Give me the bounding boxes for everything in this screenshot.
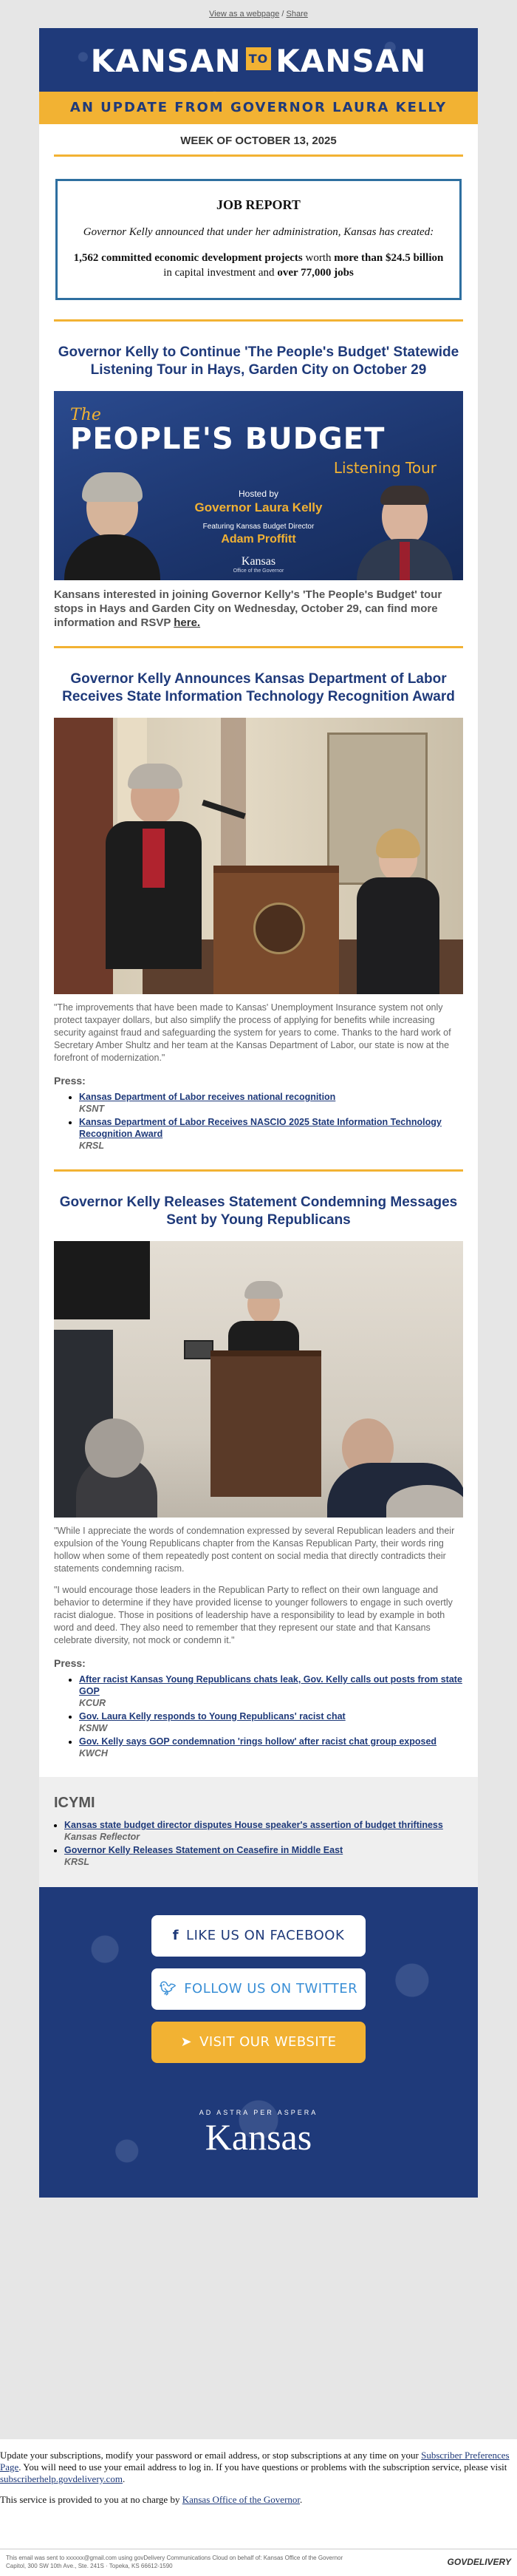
newsletter-title: KANSAN TO KANSAN (90, 43, 427, 79)
icymi-item (64, 1819, 463, 1843)
governor-quote: "The improvements that have been made to Kansas' Unemployment Insurance system not only protect taxpayer dollars, but also simplify the process of applying for benefits while increasing security against fraud and safeguarding the system for years to come. Thanks to the hard work of Secretary Amber Shultz and her team at the Kansas Department of Labor, our state is now at the forefront of modernization." (54, 1002, 451, 1063)
governor-quote-2: "I would encourage those leaders in the Republican Party to reflect on their own language and behavior to determine if they have provided license to younger followers to engage in such overtly racist dialogue. Those in positions of leadership have a responsibility to lead by example in both word and deed. They also need to remember that they represent our state and that Kansans celebrate diversity, not mock or condemn it." (54, 1585, 453, 1645)
story-summary: Kansans interested in joining Governor Kelly's 'The People's Budget' tour stops in Hays and Garden City on Wednesday, October 29, can find more information and RSVP here. (54, 588, 442, 629)
peoples-budget-banner[interactable]: The PEOPLE'S BUDGET Listening Tour Hosted by Governor Laura Kelly Featuring Kansas Budget Director Adam Proffitt Kansas Office of the Governor (54, 391, 463, 580)
email-card (39, 28, 478, 2198)
press-item (79, 1710, 463, 1734)
press-link[interactable]: Kansas Department of Labor receives national recognition (79, 1092, 336, 1102)
icymi-link[interactable]: Governor Kelly Releases Statement on Ceasefire in Middle East (64, 1845, 343, 1855)
social-footer (39, 1887, 478, 2198)
press-list (54, 1673, 463, 1759)
link-separator: / (281, 10, 284, 18)
job-report-box (55, 179, 462, 300)
press-list (54, 1091, 463, 1152)
story-dept-labor (39, 648, 478, 1169)
subscription-footer (0, 2439, 517, 2515)
top-links (0, 0, 517, 28)
icymi-list (54, 1819, 463, 1868)
view-as-webpage-link[interactable]: View as a webpage (209, 10, 280, 18)
kansas-wordmark: Kansas (205, 2116, 312, 2158)
press-item (79, 1116, 463, 1152)
rsvp-link[interactable]: here. (174, 616, 201, 629)
director-portrait (357, 489, 453, 580)
kansas-logo (39, 2109, 478, 2158)
share-link[interactable]: Share (286, 10, 308, 18)
address-bar (0, 2549, 517, 2576)
subscription-notice: Update your subscriptions, modify your password or email address, or stop subscriptions at any time on your Subscriber Preferences Page. You will need to use your email address to log in. If you have questions or problems with the subscription service, please visit subscriberhelp.govdelivery.com. (0, 2450, 510, 2484)
subscriber-help-link[interactable]: subscriberhelp.govdelivery.com (0, 2473, 123, 2484)
facebook-button[interactable]: f LIKE US ON FACEBOOK (151, 1915, 366, 1957)
icymi-link[interactable]: Kansas state budget director disputes House speaker's assertion of budget thriftiness (64, 1820, 443, 1830)
newsletter-header (39, 28, 478, 124)
governor-office-link[interactable]: Kansas Office of the Governor (182, 2494, 301, 2505)
governor-portrait (64, 477, 160, 580)
press-source: KCUR (79, 1698, 106, 1708)
twitter-button[interactable]: 🐦︎ FOLLOW US ON TWITTER (151, 1968, 366, 2010)
story-peoples-budget (39, 322, 478, 646)
story-headline: Governor Kelly Releases Statement Condemning Messages Sent by Young Republicans (59, 1194, 458, 1228)
sender-address: This email was sent to xxxxxx@gmail.com using govDelivery Communications Cloud on behalf of: Kansas Office of the Governor Capitol, 300 SW 10th Ave., Ste. 241S · Topeka, KS 66612-1590 (6, 2555, 343, 2569)
press-item (79, 1736, 463, 1759)
divider (54, 154, 463, 157)
subscriber-preferences-link[interactable]: Subscriber Preferences Page (0, 2450, 510, 2473)
story-headline: Governor Kelly to Continue 'The People's Budget' Statewide Listening Tour in Hays, Garden City on October 29 (58, 344, 459, 378)
press-link[interactable]: After racist Kansas Young Republicans chats leak, Gov. Kelly calls out posts from state GOP (79, 1674, 462, 1696)
website-button[interactable]: ➤ VISIT OUR WEBSITE (151, 2022, 366, 2063)
cursor-icon: ➤ (180, 2034, 193, 2050)
twitter-icon: 🐦︎ (159, 1981, 177, 1996)
icymi-source: Kansas Reflector (64, 1832, 140, 1842)
story-young-republicans (39, 1172, 478, 1777)
press-label: Press: (54, 1075, 86, 1087)
press-source: KRSL (79, 1141, 105, 1151)
press-link[interactable]: Gov. Laura Kelly responds to Young Republicans' racist chat (79, 1711, 346, 1722)
icymi-heading: ICYMI (54, 1795, 95, 1811)
governor-quote-1: "While I appreciate the words of condemnation expressed by several Republican leaders and their expulsion of the Young Republicans chapter from the Kansas Republican Party, their words ring hollow when some of them repeatedly post content on social media that directly contradicts their statements condemning racism. (54, 1526, 455, 1574)
facebook-icon: f (172, 1928, 179, 1943)
press-link[interactable]: Kansas Department of Labor Receives NASCIO 2025 State Information Technology Recognition Award (79, 1117, 442, 1139)
week-label: WEEK OF OCTOBER 13, 2025 (180, 135, 337, 147)
press-label: Press: (54, 1657, 86, 1669)
press-source: KSNT (79, 1104, 105, 1114)
service-notice: This service is provided to you at no charge by Kansas Office of the Governor. (0, 2494, 303, 2505)
kansas-motto: AD ASTRA PER ASPERA (199, 2109, 318, 2116)
to-badge: TO (246, 47, 272, 70)
press-source: KSNW (79, 1723, 108, 1733)
icymi-source: KRSL (64, 1857, 90, 1867)
press-source: KWCH (79, 1748, 108, 1758)
newsletter-subtitle: AN UPDATE FROM GOVERNOR LAURA KELLY (39, 92, 478, 124)
press-link[interactable]: Gov. Kelly says GOP condemnation 'rings hollow' after racist chat group exposed (79, 1736, 437, 1747)
job-report-lead: Governor Kelly announced that under her administration, Kansas has created: (83, 226, 434, 238)
icymi-item (64, 1844, 463, 1868)
story-headline: Governor Kelly Announces Kansas Department of Labor Receives State Information Technology Recognition Award (62, 671, 455, 704)
job-report-details: 1,562 committed economic development projects worth more than $24.5 billion in capital investment and over 77,000 jobs (73, 252, 444, 279)
job-report-title: JOB REPORT (216, 197, 301, 212)
press-conference-photo (54, 1241, 463, 1518)
press-item (79, 1673, 463, 1709)
govdelivery-logo[interactable]: GOVDELIVERY (447, 2557, 511, 2567)
icymi-section (39, 1777, 478, 1887)
press-item (79, 1091, 463, 1115)
dept-labor-photo (54, 718, 463, 994)
